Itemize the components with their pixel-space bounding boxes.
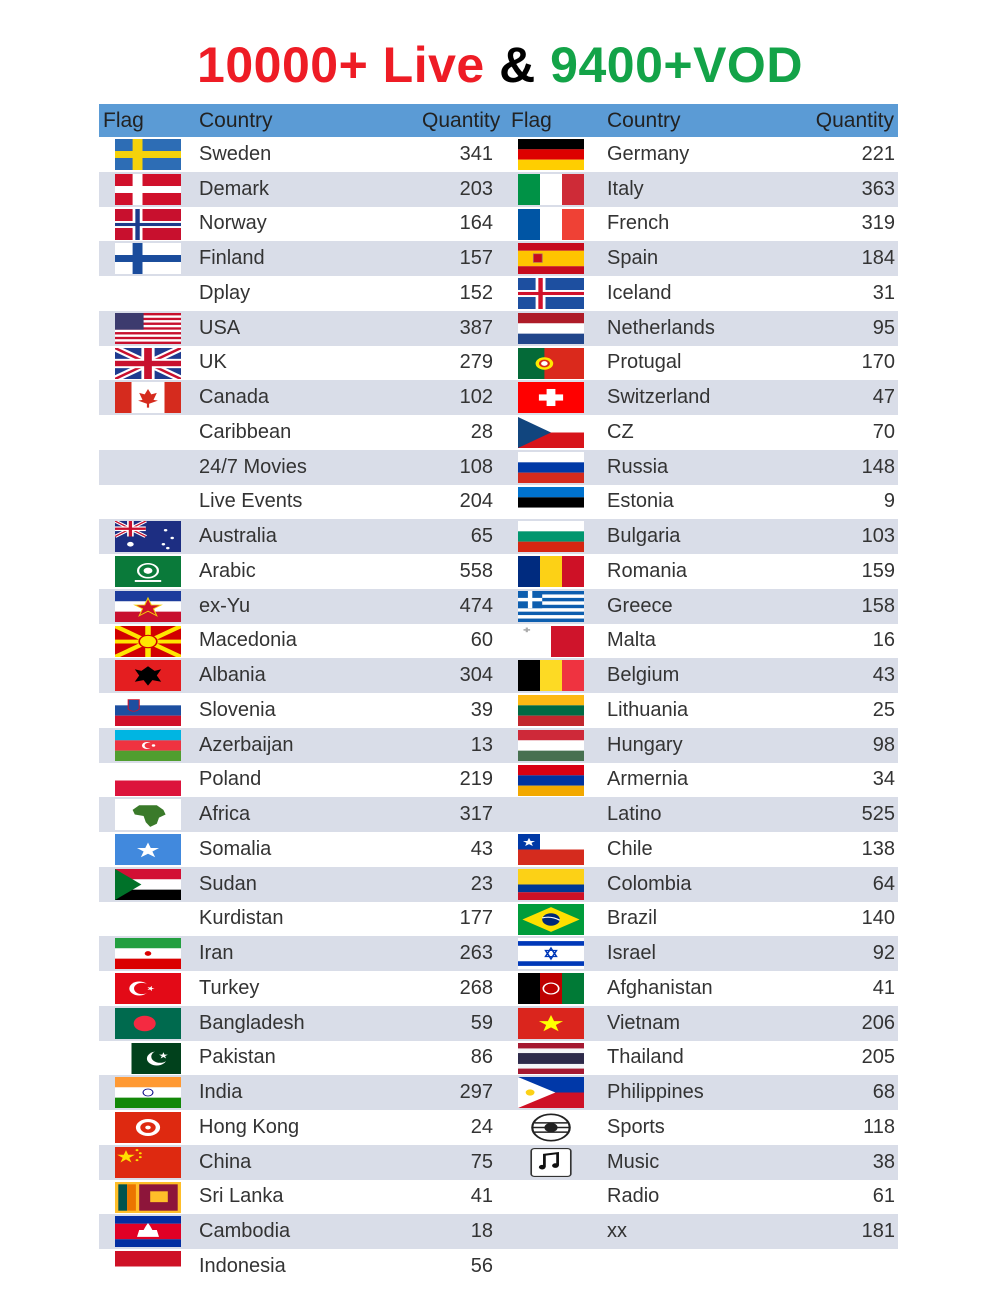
country-name: Afghanistan: [607, 976, 713, 999]
table-row: [99, 797, 898, 832]
country-name: Greece: [607, 594, 673, 617]
italy-flag-icon: [516, 174, 586, 205]
chile-flag-icon: [516, 834, 586, 865]
azerbaijan-flag-icon: [113, 730, 183, 761]
thailand-flag-icon: [516, 1043, 586, 1074]
header-country-left: Country: [199, 109, 273, 132]
table-row: [99, 832, 898, 867]
channel-quantity: 64: [872, 872, 895, 895]
table-row: [99, 589, 898, 624]
country-name: Africa: [199, 803, 251, 826]
channel-quantity: 31: [872, 281, 895, 304]
channel-quantity: 39: [470, 698, 493, 721]
country-name: Radio: [607, 1185, 660, 1208]
channel-quantity: 28: [470, 420, 493, 443]
table-row: [99, 450, 898, 485]
header-quantity-left: Quantity: [422, 109, 501, 132]
bulgaria-flag-icon: [516, 521, 586, 552]
country-name: Somalia: [199, 837, 272, 860]
table-row: [99, 936, 898, 971]
country-name: Albania: [199, 664, 266, 687]
channel-quantity: 181: [861, 1220, 895, 1243]
table-row: [99, 658, 898, 693]
iran-flag-icon: [113, 938, 183, 969]
channel-quantity: 95: [872, 316, 895, 339]
channel-quantity: 75: [470, 1150, 493, 1173]
channel-quantity: 70: [872, 420, 895, 443]
country-name: Cambodia: [199, 1220, 291, 1243]
bangladesh-flag-icon: [113, 1008, 183, 1039]
country-name: Kurdistan: [199, 907, 284, 930]
country-name: Vietnam: [607, 1011, 681, 1034]
channel-quantity: 221: [861, 142, 895, 165]
finland-flag-icon: [113, 243, 183, 274]
country-name: UK: [199, 351, 227, 374]
country-name: Sports: [607, 1115, 665, 1138]
switzerland-flag-icon: [516, 382, 586, 413]
vietnam-flag-icon: [516, 1008, 586, 1039]
poland-flag-icon: [113, 765, 183, 796]
hungary-flag-icon: [516, 730, 586, 761]
country-name: Live Events: [199, 490, 303, 513]
table-row: [99, 867, 898, 902]
country-name: Brazil: [607, 907, 658, 930]
header-country-right: Country: [607, 109, 681, 132]
table-row: [99, 485, 898, 520]
channel-quantity: 41: [470, 1185, 493, 1208]
header-flag-left: Flag: [103, 109, 144, 132]
table-body: [99, 137, 898, 1284]
channel-quantity: 25: [872, 698, 895, 721]
country-name: Arabic: [199, 559, 256, 582]
channel-quantity: 102: [459, 386, 493, 409]
channel-quantity: 170: [861, 351, 895, 374]
country-name: Bangladesh: [199, 1011, 305, 1034]
country-name: Turkey: [199, 976, 260, 999]
slovenia-flag-icon: [113, 695, 183, 726]
country-name: USA: [199, 316, 241, 339]
channel-quantity: 148: [861, 455, 895, 478]
channel-quantity: 317: [459, 803, 493, 826]
channel-quantity: 140: [861, 907, 895, 930]
country-name: Poland: [199, 768, 262, 791]
channel-quantity: 158: [861, 594, 895, 617]
channel-quantity: 319: [861, 212, 895, 235]
table-row: [99, 172, 898, 207]
channel-quantity: 152: [459, 281, 493, 304]
table-row: [99, 311, 898, 346]
country-name: Netherlands: [607, 316, 715, 339]
portugal-flag-icon: [516, 348, 586, 379]
country-name: Sri Lanka: [199, 1185, 284, 1208]
table-row: [99, 624, 898, 659]
exyu-flag-icon: [113, 591, 183, 622]
afghanistan-flag-icon: [516, 973, 586, 1004]
table-row: [99, 1110, 898, 1145]
country-name: Demark: [199, 177, 270, 200]
table-row: [99, 902, 898, 937]
country-name: Belgium: [607, 664, 680, 687]
channel-quantity: 68: [872, 1081, 895, 1104]
sports-flag-icon: [516, 1112, 586, 1143]
spain-flag-icon: [516, 243, 586, 274]
china-flag-icon: [113, 1147, 183, 1178]
table-row: [99, 763, 898, 798]
table-row: [99, 415, 898, 450]
country-name: Latino: [607, 803, 662, 826]
channel-quantity: 13: [470, 733, 493, 756]
table-row: [99, 1075, 898, 1110]
srilanka-flag-icon: [113, 1182, 183, 1213]
netherlands-flag-icon: [516, 313, 586, 344]
channel-quantity: 23: [470, 872, 493, 895]
channel-quantity: 9: [883, 490, 895, 513]
somalia-flag-icon: [113, 834, 183, 865]
header-flag-right: Flag: [511, 109, 552, 132]
australia-flag-icon: [113, 521, 183, 552]
pakistan-flag-icon: [113, 1043, 183, 1074]
india-flag-icon: [113, 1077, 183, 1108]
russia-flag-icon: [516, 452, 586, 483]
country-name: Australia: [199, 525, 277, 548]
channel-table: [99, 104, 898, 1284]
country-name: Pakistan: [199, 1046, 276, 1069]
table-row: [99, 728, 898, 763]
channel-quantity: 387: [459, 316, 493, 339]
channel-quantity: 41: [872, 976, 895, 999]
denmark-flag-icon: [113, 174, 183, 205]
country-name: Hungary: [607, 733, 683, 756]
country-name: Macedonia: [199, 629, 297, 652]
country-name: Italy: [607, 177, 644, 200]
canada-flag-icon: [113, 382, 183, 413]
channel-quantity: 177: [459, 907, 493, 930]
country-name: French: [607, 212, 670, 235]
romania-flag-icon: [516, 556, 586, 587]
channel-quantity: 43: [470, 837, 493, 860]
country-name: China: [199, 1150, 252, 1173]
table-row: [99, 276, 898, 311]
macedonia-flag-icon: [113, 626, 183, 657]
country-name: Finland: [199, 247, 265, 270]
table-row: [99, 1145, 898, 1180]
channel-quantity: 86: [470, 1046, 493, 1069]
france-flag-icon: [516, 209, 586, 240]
malta-flag-icon: [516, 626, 586, 657]
channel-quantity: 157: [459, 247, 493, 270]
channel-quantity: 268: [459, 976, 493, 999]
channel-quantity: 65: [470, 525, 493, 548]
channel-quantity: 38: [872, 1150, 895, 1173]
cambodia-flag-icon: [113, 1216, 183, 1247]
lithuania-flag-icon: [516, 695, 586, 726]
country-name: Indonesia: [199, 1254, 286, 1277]
country-name: Iran: [199, 942, 234, 965]
channel-quantity: 341: [459, 142, 493, 165]
country-name: Bulgaria: [607, 525, 681, 548]
channel-quantity: 34: [872, 768, 895, 791]
brazil-flag-icon: [516, 904, 586, 935]
philippines-flag-icon: [516, 1077, 586, 1108]
channel-quantity: 474: [459, 594, 493, 617]
table-row: [99, 971, 898, 1006]
country-name: Spain: [607, 247, 659, 270]
title-vod: 9400+VOD: [550, 37, 803, 93]
channel-quantity: 98: [872, 733, 895, 756]
channel-quantity: 61: [872, 1185, 895, 1208]
table-row: [99, 380, 898, 415]
channel-quantity: 138: [861, 837, 895, 860]
sudan-flag-icon: [113, 869, 183, 900]
country-name: Switzerland: [607, 386, 711, 409]
channel-quantity: 184: [861, 247, 895, 270]
country-name: Romania: [607, 559, 688, 582]
sweden-flag-icon: [113, 139, 183, 170]
table-row: [99, 1249, 898, 1284]
channel-quantity: 204: [459, 490, 493, 513]
header-quantity-right: Quantity: [815, 109, 894, 132]
country-name: Estonia: [607, 490, 674, 513]
germany-flag-icon: [516, 139, 586, 170]
table-row: [99, 207, 898, 242]
turkey-flag-icon: [113, 973, 183, 1004]
music-flag-icon: [516, 1147, 586, 1178]
table-row: [99, 1180, 898, 1215]
table-row: [99, 1214, 898, 1249]
country-name: Philippines: [607, 1081, 704, 1104]
channel-quantity: 206: [861, 1011, 895, 1034]
title-live: 10000+ Live: [197, 37, 485, 93]
country-name: Germany: [607, 142, 690, 165]
channel-quantity: 103: [861, 525, 895, 548]
country-name: Canada: [199, 386, 270, 409]
table-row: [99, 1041, 898, 1076]
channel-quantity: 59: [470, 1011, 493, 1034]
country-name: Malta: [607, 629, 656, 652]
albania-flag-icon: [113, 660, 183, 691]
channel-quantity: 164: [459, 212, 493, 235]
channel-quantity: 43: [872, 664, 895, 687]
country-name: Lithuania: [607, 698, 689, 721]
table-row: [99, 1006, 898, 1041]
country-name: Norway: [199, 212, 267, 235]
table-row: [99, 554, 898, 589]
table-row: [99, 346, 898, 381]
channel-quantity: 47: [872, 386, 895, 409]
armenia-flag-icon: [516, 765, 586, 796]
channel-quantity: 118: [863, 1115, 895, 1138]
country-name: Russia: [607, 455, 669, 478]
table-row: [99, 519, 898, 554]
colombia-flag-icon: [516, 869, 586, 900]
channel-quantity: 92: [872, 942, 895, 965]
table-header: [99, 104, 898, 137]
channel-quantity: 304: [459, 664, 493, 687]
country-name: CZ: [607, 420, 634, 443]
indonesia-flag-icon: [113, 1251, 183, 1282]
title-ampersand: &: [499, 37, 536, 93]
channel-quantity: 263: [459, 942, 493, 965]
country-name: Chile: [607, 837, 653, 860]
channel-quantity: 205: [861, 1046, 895, 1069]
channel-quantity: 558: [459, 559, 493, 582]
channel-quantity: 159: [861, 559, 895, 582]
country-name: Sudan: [199, 872, 257, 895]
country-name: ex-Yu: [199, 594, 251, 617]
hongkong-flag-icon: [113, 1112, 183, 1143]
uk-flag-icon: [113, 348, 183, 379]
channel-quantity: 108: [459, 455, 493, 478]
country-name: Caribbean: [199, 420, 292, 443]
page-title: [0, 36, 1000, 94]
greece-flag-icon: [516, 591, 586, 622]
country-name: Dplay: [199, 281, 251, 304]
table-row: [99, 693, 898, 728]
channel-quantity: 279: [459, 351, 493, 374]
channel-quantity: 203: [459, 177, 493, 200]
country-name: Colombia: [607, 872, 692, 895]
country-name: Armernia: [607, 768, 689, 791]
belgium-flag-icon: [516, 660, 586, 691]
channel-quantity: 363: [861, 177, 895, 200]
table-row: [99, 241, 898, 276]
country-name: Sweden: [199, 142, 272, 165]
country-name: Hong Kong: [199, 1115, 300, 1138]
israel-flag-icon: [516, 938, 586, 969]
country-name: Protugal: [607, 351, 682, 374]
iceland-flag-icon: [516, 278, 586, 309]
usa-flag-icon: [113, 313, 183, 344]
norway-flag-icon: [113, 209, 183, 240]
estonia-flag-icon: [516, 487, 586, 518]
channel-quantity: 16: [872, 629, 895, 652]
country-name: Israel: [607, 942, 656, 965]
country-name: Thailand: [607, 1046, 684, 1069]
country-name: xx: [607, 1220, 627, 1243]
country-name: Music: [607, 1150, 660, 1173]
table-row: [99, 137, 898, 172]
channel-quantity: 60: [470, 629, 493, 652]
arabic-flag-icon: [113, 556, 183, 587]
channel-quantity: 219: [459, 768, 493, 791]
country-name: India: [199, 1081, 243, 1104]
channel-quantity: 24: [470, 1115, 493, 1138]
country-name: 24/7 Movies: [199, 455, 307, 478]
country-name: Azerbaijan: [199, 733, 294, 756]
czech-flag-icon: [516, 417, 586, 448]
africa-flag-icon: [113, 799, 183, 830]
channel-quantity: 525: [861, 803, 895, 826]
country-name: Slovenia: [199, 698, 276, 721]
channel-quantity: 18: [470, 1220, 493, 1243]
channel-quantity: 56: [470, 1254, 493, 1277]
channel-quantity: 297: [459, 1081, 493, 1104]
country-name: Iceland: [607, 281, 672, 304]
